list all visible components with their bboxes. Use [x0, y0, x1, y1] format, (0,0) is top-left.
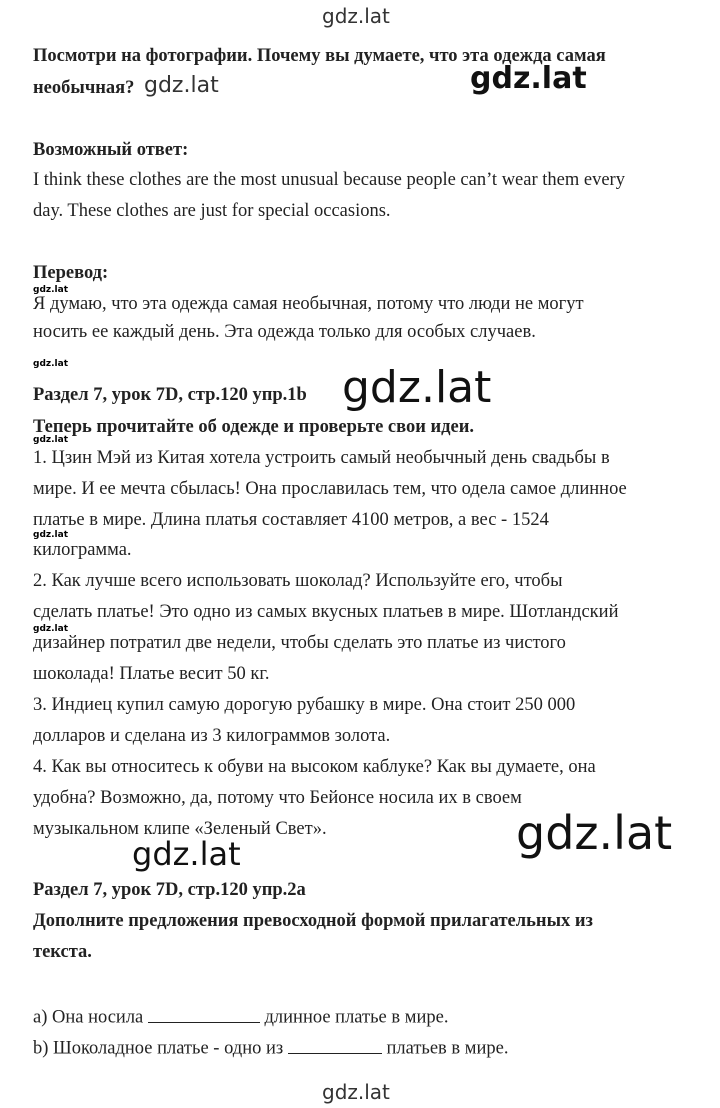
section1-task: Теперь прочитайте об одежде и проверьте свои идеи. [33, 417, 475, 437]
section2-task-line1: Дополните предложения превосходной формой прилагательных из [33, 911, 593, 931]
answer-heading: Возможный ответ: [33, 140, 189, 160]
task1-line2: необычная? [33, 78, 135, 98]
exercise-a-start: a) Она носила [33, 1007, 144, 1028]
section1-line: удобна? Возможно, да, потому что Бейонсе носила их в своем [33, 788, 522, 808]
section1-line: 1. Цзин Мэй из Китая хотела устроить самый необычный день свадьбы в [33, 448, 610, 468]
section2-title: Раздел 7, урок 7D, стр.120 упр.2a [33, 880, 306, 900]
section1-line: 4. Как вы относитесь к обуви на высоком каблуке? Как вы думаете, она [33, 757, 596, 777]
section1-line: 3. Индиец купил самую дорогую рубашку в мире. Она стоит 250 000 [33, 695, 576, 715]
watermark: gdz.lat [470, 61, 587, 96]
watermark: gdz.lat [342, 362, 492, 413]
section2-task-line2: текста. [33, 942, 92, 962]
exercise-b-start: b) Шоколадное платье - одно из [33, 1038, 284, 1059]
watermark-small: gdz.lat [33, 435, 69, 445]
watermark: gdz.lat [516, 806, 673, 860]
exercise-b [33, 1034, 508, 1059]
watermark-small: gdz.lat [33, 285, 69, 295]
translation-heading: Перевод: [33, 263, 109, 283]
section1-line: сделать платье! Это одно из самых вкусных платьев в мире. Шотландский [33, 602, 619, 622]
watermark: gdz.lat [144, 73, 219, 98]
watermark-small: gdz.lat [33, 530, 69, 540]
section1-line: мире. И ее мечта сбылась! Она прославилась тем, что одела самое длинное [33, 479, 627, 499]
exercise-b-end: платьев в мире. [386, 1038, 509, 1059]
exercise-a-blank [148, 1003, 260, 1023]
watermark-top: gdz.lat [322, 4, 390, 28]
watermark-small: gdz.lat [33, 359, 69, 369]
exercise-a [33, 1003, 448, 1028]
section1-line: 2. Как лучше всего использовать шоколад? Используйте его, чтобы [33, 571, 563, 591]
translation-line2: носить ее каждый день. Эта одежда только для особых случаев. [33, 322, 536, 342]
task1-line1: Посмотри на фотографии. Почему вы думаете, что эта одежда самая [33, 46, 606, 66]
translation-line1: Я думаю, что эта одежда самая необычная, потому что люди не могут [33, 294, 584, 314]
section1-line: килограмма. [33, 540, 132, 560]
exercise-a-end: длинное платье в мире. [264, 1007, 449, 1028]
section1-line: дизайнер потратил две недели, чтобы сделать это платье из чистого [33, 633, 566, 653]
section1-line: долларов и сделана из 3 килограммов золота. [33, 726, 391, 746]
answer-line2: day. These clothes are just for special occasions. [33, 201, 391, 221]
answer-line1: I think these clothes are the most unusual because people can’t wear them every [33, 170, 625, 190]
section1-line: шоколада! Платье весит 50 кг. [33, 664, 270, 684]
section1-line: музыкальном клипе «Зеленый Свет». [33, 819, 327, 839]
section1-title: Раздел 7, урок 7D, стр.120 упр.1b [33, 385, 307, 405]
watermark-small: gdz.lat [33, 624, 69, 634]
exercise-b-blank [288, 1034, 382, 1054]
section1-line: платье в мире. Длина платья составляет 4100 метров, а вес - 1524 [33, 510, 549, 530]
watermark-bottom: gdz.lat [322, 1080, 390, 1104]
watermark: gdz.lat [132, 835, 241, 873]
